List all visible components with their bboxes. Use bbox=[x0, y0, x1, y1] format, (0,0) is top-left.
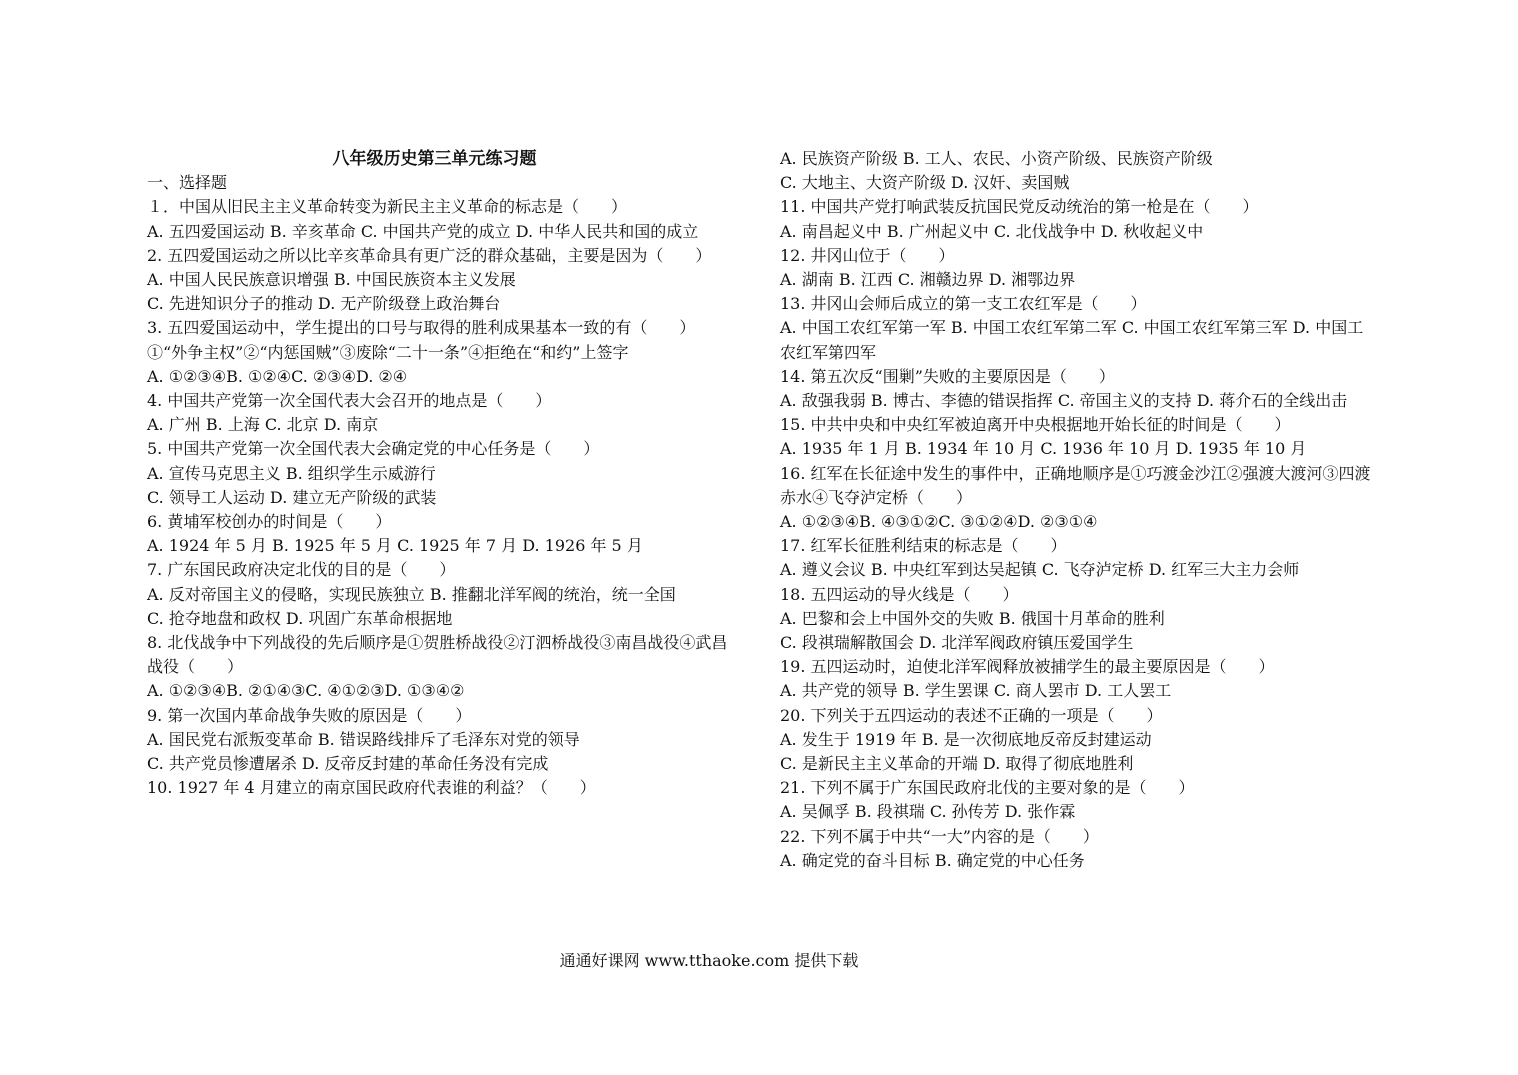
question-line: 22. 下列不属于中共“一大”内容的是（ ） bbox=[780, 826, 1099, 846]
question-line: 2. 五四爱国运动之所以比辛亥革命具有更广泛的群众基础，主要是因为（ ） bbox=[147, 245, 712, 265]
question-line: A. 1924 年 5 月 B. 1925 年 5 月 C. 1925 年 7 月 D. 1926 年 5 月 bbox=[147, 536, 643, 556]
question-line: A. 中国工农红军第一军 B. 中国工农红军第二军 C. 中国工农红军第三军 D. 中国工农红军第四军 bbox=[780, 318, 1364, 362]
question-line: 14. 第五次反“围剿”失败的主要原因是（ ） bbox=[780, 366, 1115, 386]
question-line: A. 敌强我弱 B. 博古、李德的错误指挥 C. 帝国主义的支持 D. 蒋介石的全线出击 bbox=[780, 391, 1348, 411]
document-title: 八年级历史第三单元练习题 bbox=[332, 149, 537, 169]
question-line: 12. 井冈山位于（ ） bbox=[780, 245, 955, 265]
section-heading: 一、选择题 bbox=[147, 173, 228, 193]
question-line: 6. 黄埔军校创办的时间是（ ） bbox=[147, 512, 392, 532]
question-line: 16. 红军在长征途中发生的事件中，正确地顺序是①巧渡金沙江②强渡大渡河③四渡赤水④飞夺泸定桥（ ） bbox=[780, 463, 1371, 507]
question-line: 7. 广东国民政府决定北伐的目的是（ ） bbox=[147, 560, 456, 580]
question-line: A. 共产党的领导 B. 学生罢课 C. 商人罢市 D. 工人罢工 bbox=[780, 681, 1172, 701]
question-line: 18. 五四运动的导火线是（ ） bbox=[780, 584, 1019, 604]
question-line: A. ①②③④B. ②①④③C. ④①②③D. ①③④② bbox=[147, 681, 465, 701]
question-line: A. ①②③④B. ④③①②C. ③①②④D. ②③①④ bbox=[780, 512, 1098, 532]
question-line: A. 中国人民民族意识增强 B. 中国民族资本主义发展 bbox=[147, 270, 516, 290]
right-column bbox=[780, 147, 1375, 873]
question-line: A. 巴黎和会上中国外交的失败 B. 俄国十月革命的胜利 bbox=[780, 608, 1165, 628]
question-line: A. 宣传马克思主义 B. 组织学生示威游行 bbox=[147, 463, 436, 483]
question-line: A. 五四爱国运动 B. 辛亥革命 C. 中国共产党的成立 D. 中华人民共和国的成立 bbox=[147, 221, 699, 241]
footer-credit: 通通好课网 www.tthaoke.com 提供下载 bbox=[559, 951, 859, 970]
question-line: ①“外争主权”②“内惩国贼”③废除“二十一条”④拒绝在“和约”上签字 bbox=[147, 342, 629, 362]
question-line: A. 国民党右派叛变革命 B. 错误路线排斥了毛泽东对党的领导 bbox=[147, 729, 580, 749]
left-question-list bbox=[147, 195, 742, 800]
question-line: A. 吴佩孚 B. 段祺瑞 C. 孙传芳 D. 张作霖 bbox=[780, 802, 1076, 822]
question-line: A. 遵义会议 B. 中央红军到达吴起镇 C. 飞夺泸定桥 D. 红军三大主力会师 bbox=[780, 560, 1300, 580]
question-line: C. 段祺瑞解散国会 D. 北洋军阀政府镇压爱国学生 bbox=[780, 633, 1134, 653]
question-line: 15. 中共中央和中央红军被迫离开中央根据地开始长征的时间是（ ） bbox=[780, 415, 1291, 435]
question-line: 20. 下列关于五四运动的表述不正确的一项是（ ） bbox=[780, 705, 1163, 725]
question-line: １．中国从旧民主主义革命转变为新民主主义革命的标志是（ ） bbox=[147, 197, 628, 217]
question-line: A. 发生于 1919 年 B. 是一次彻底地反帝反封建运动 bbox=[780, 729, 1152, 749]
question-line: A. 确定党的奋斗目标 B. 确定党的中心任务 bbox=[780, 850, 1085, 870]
question-line: 21. 下列不属于广东国民政府北伐的主要对象的是（ ） bbox=[780, 778, 1195, 798]
left-column bbox=[147, 147, 742, 800]
question-line: A. 湖南 B. 江西 C. 湘赣边界 D. 湘鄂边界 bbox=[780, 270, 1076, 290]
question-line: A. ①②③④B. ①②④C. ②③④D. ②④ bbox=[147, 366, 408, 386]
question-line: A. 南昌起义中 B. 广州起义中 C. 北伐战争中 D. 秋收起义中 bbox=[780, 221, 1204, 241]
question-line: 17. 红军长征胜利结束的标志是（ ） bbox=[780, 536, 1067, 556]
question-line: C. 领导工人运动 D. 建立无产阶级的武装 bbox=[147, 487, 437, 507]
question-line: C. 抢夺地盘和政权 D. 巩固广东革命根据地 bbox=[147, 608, 453, 628]
question-line: C. 先进知识分子的推动 D. 无产阶级登上政治舞台 bbox=[147, 294, 501, 314]
question-line: A. 民族资产阶级 B. 工人、农民、小资产阶级、民族资产阶级 bbox=[780, 149, 1213, 168]
question-line: 3. 五四爱国运动中，学生提出的口号与取得的胜利成果基本一致的有（ ） bbox=[147, 318, 696, 338]
question-line: C. 大地主、大资产阶级 D. 汉奸、卖国贼 bbox=[780, 173, 1070, 193]
question-line: C. 共产党员惨遭屠杀 D. 反帝反封建的革命任务没有完成 bbox=[147, 754, 549, 774]
right-question-list bbox=[780, 147, 1375, 873]
question-line: A. 1935 年 1 月 B. 1934 年 10 月 C. 1936 年 10 月 D. 1935 年 10 月 bbox=[780, 439, 1307, 459]
question-line: 9. 第一次国内革命战争失败的原因是（ ） bbox=[147, 705, 472, 725]
question-line: 11. 中国共产党打响武装反抗国民党反动统治的第一枪是在（ ） bbox=[780, 197, 1259, 217]
question-line: 19. 五四运动时，迫使北洋军阀释放被捕学生的最主要原因是（ ） bbox=[780, 657, 1275, 677]
question-line: 10. 1927 年 4 月建立的南京国民政府代表谁的利益？（ ） bbox=[147, 778, 596, 798]
question-line: 8. 北伐战争中下列战役的先后顺序是①贺胜桥战役②汀泗桥战役③南昌战役④武昌战役（ ） bbox=[147, 633, 728, 677]
question-line: A. 广州 B. 上海 C. 北京 D. 南京 bbox=[147, 415, 379, 435]
question-line: C. 是新民主主义革命的开端 D. 取得了彻底地胜利 bbox=[780, 754, 1134, 774]
question-line: 5. 中国共产党第一次全国代表大会确定党的中心任务是（ ） bbox=[147, 439, 600, 459]
question-line: A. 反对帝国主义的侵略，实现民族独立 B. 推翻北洋军阀的统治，统一全国 bbox=[147, 584, 676, 604]
question-line: 4. 中国共产党第一次全国代表大会召开的地点是（ ） bbox=[147, 391, 552, 411]
question-line: 13. 井冈山会师后成立的第一支工农红军是（ ） bbox=[780, 294, 1147, 314]
